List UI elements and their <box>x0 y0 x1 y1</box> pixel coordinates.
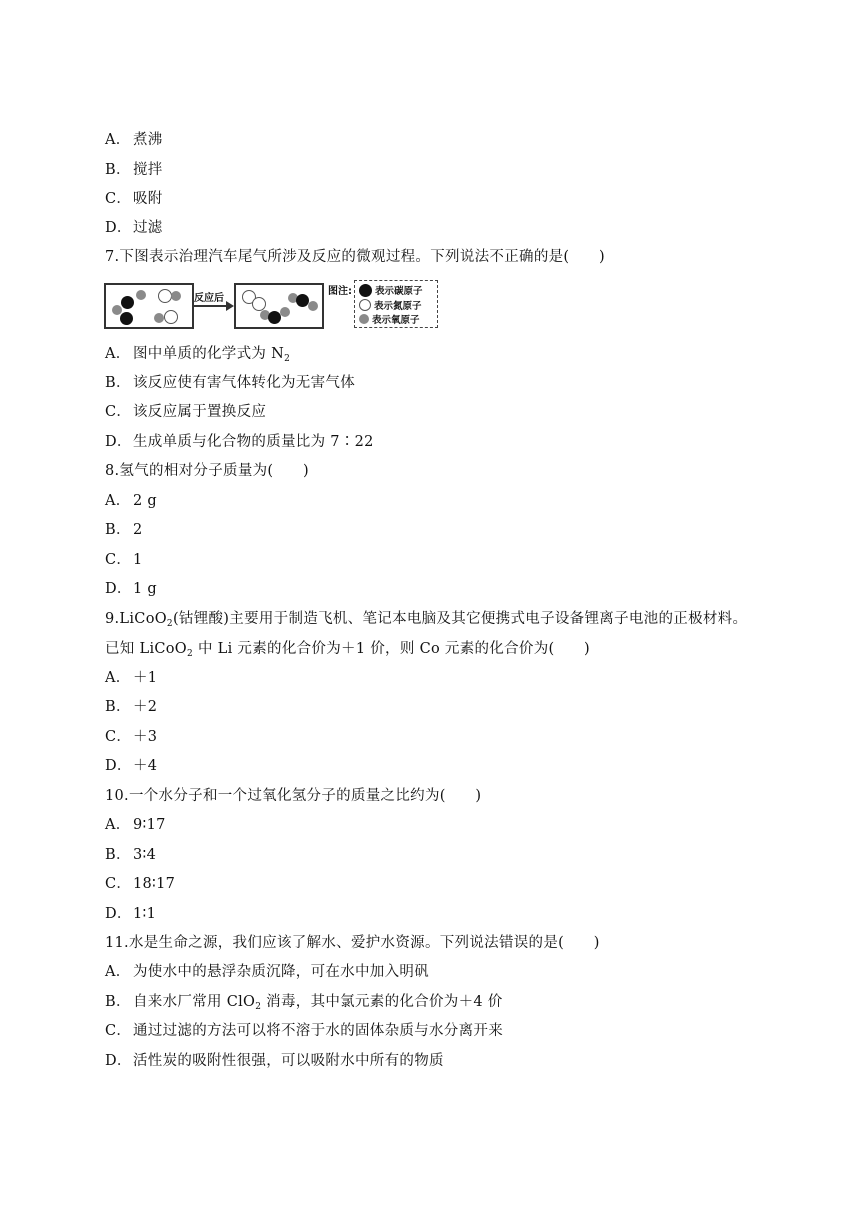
oxygen-atom <box>154 313 164 323</box>
oxygen-atom <box>136 290 146 300</box>
oxygen-atom <box>308 301 318 311</box>
q10-option-b: B． 3∶4 <box>105 847 157 863</box>
q9-option-d: D．＋4 <box>105 758 158 774</box>
q6-option-c <box>105 190 163 208</box>
option-letter: D． <box>105 220 132 236</box>
option-text: 煮沸 <box>133 132 163 148</box>
q6-option-b <box>105 161 163 179</box>
oxygen-atom <box>280 307 290 317</box>
q9-option-a: A． ＋1 <box>105 670 158 686</box>
legend-nitrogen: 表示氮原子 <box>359 298 422 312</box>
after-reaction-box <box>234 283 324 329</box>
arrow-label: 反应后 <box>194 293 224 304</box>
q10-option-d: D．1∶1 <box>105 906 157 922</box>
q8-option-b: B． 2 <box>105 522 143 538</box>
q6-option-a <box>105 131 163 149</box>
option-letter: C． <box>105 191 132 207</box>
q8-stem: 8.氢气的相对分子质量为( ) <box>105 463 309 479</box>
q11-stem: 11.水是生命之源，我们应该了解水、爱护水资源。下列说法错误的是( ) <box>105 935 600 951</box>
option-text: 吸附 <box>133 191 163 207</box>
carbon-atom <box>120 312 133 325</box>
carbon-atom <box>121 296 134 309</box>
reaction-arrow <box>193 305 229 307</box>
q8-option-c: C． 1 <box>105 552 143 568</box>
carbon-atom <box>268 311 281 324</box>
q10-option-a: A． 9∶17 <box>105 817 166 833</box>
q6-option-d <box>105 219 163 237</box>
q7-option-b: B． 该反应使有害气体转化为无害气体 <box>105 375 355 391</box>
legend-carbon: 表示碳原子 <box>359 283 423 297</box>
q7-stem: 7.下图表示治理汽车尾气所涉及反应的微观过程。下列说法不正确的是( ) <box>105 249 605 265</box>
option-letter: B． <box>105 162 131 178</box>
q9-option-b: B． ＋2 <box>105 699 158 715</box>
legend-title: 图注: <box>328 286 352 297</box>
oxygen-atom <box>171 291 181 301</box>
before-reaction-box <box>104 283 194 329</box>
q10-stem: 10.一个水分子和一个过氧化氢分子的质量之比约为( ) <box>105 788 482 804</box>
nitrogen-atom <box>158 289 172 303</box>
q11-option-b: B． 自来水厂常用 ClO$_2$ 消毒，其中氯元素的化合价为＋4 价 <box>105 994 503 1012</box>
q8-option-d: D．1 g <box>105 581 158 597</box>
q9-stem-line1: 9.LiCoO$_2$(钴锂酸)主要用于制造飞机、笔记本电脑及其它便携式电子设备锂离子电池的正极材料。 <box>105 611 748 629</box>
nitrogen-atom <box>252 297 266 311</box>
q8-option-a: A． 2 g <box>105 493 158 509</box>
q11-option-a: A． 为使水中的悬浮杂质沉降，可在水中加入明矾 <box>105 964 429 980</box>
oxygen-atom-icon <box>359 314 369 324</box>
q7-option-c: C． 该反应属于置换反应 <box>105 404 267 420</box>
reaction-diagram <box>104 280 444 332</box>
option-text: 搅拌 <box>133 162 163 178</box>
carbon-atom-icon <box>359 284 372 297</box>
q7-option-d: D．生成单质与化合物的质量比为 7∶22 <box>105 434 374 450</box>
legend-box <box>354 280 438 328</box>
q10-option-c: C． 18∶17 <box>105 876 176 892</box>
q11-option-d: D．活性炭的吸附性很强，可以吸附水中所有的物质 <box>105 1053 444 1069</box>
nitrogen-atom-icon <box>359 299 371 311</box>
option-letter: A． <box>105 132 131 148</box>
legend-oxygen: 表示氧原子 <box>359 312 420 326</box>
option-text: 过滤 <box>133 220 163 236</box>
arrow-head-icon <box>226 301 234 311</box>
q9-stem-line2: 已知 LiCoO$_2$ 中 Li 元素的化合价为＋1 价，则 Co 元素的化合价为( ) <box>105 641 591 659</box>
q7-option-a: A． 图中单质的化学式为 $N_2$ <box>105 346 291 364</box>
diagram-legend <box>328 280 440 330</box>
nitrogen-atom <box>164 310 178 324</box>
q9-option-c: C． ＋3 <box>105 729 158 745</box>
q11-option-c: C． 通过过滤的方法可以将不溶于水的固体杂质与水分离开来 <box>105 1023 503 1039</box>
